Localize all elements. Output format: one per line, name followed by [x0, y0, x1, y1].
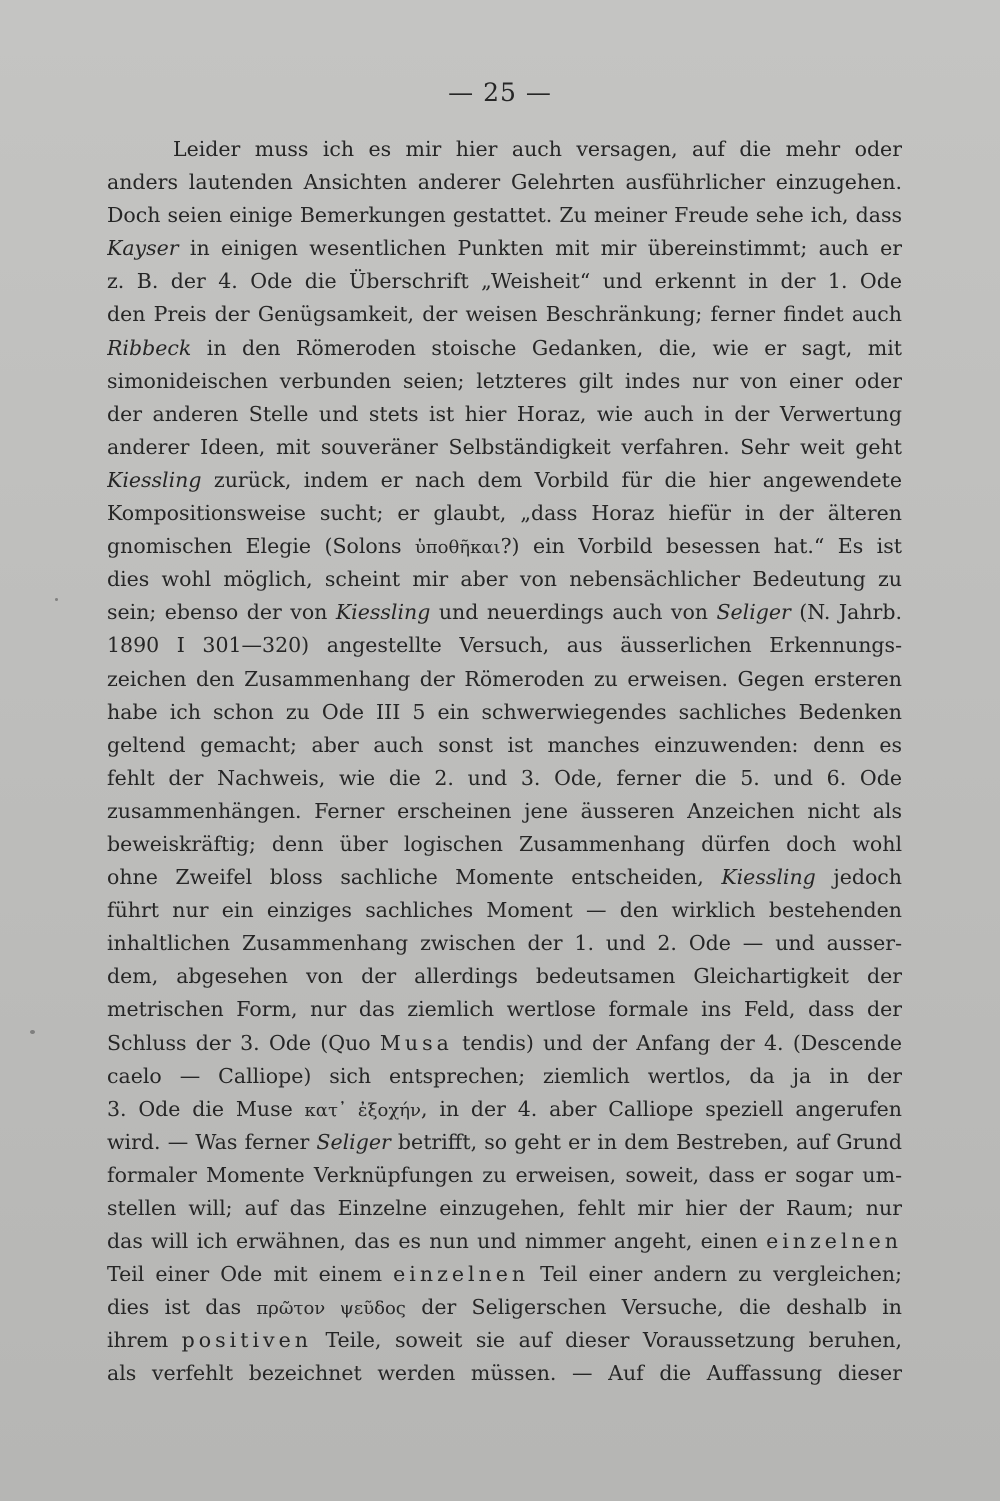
text-line [107, 696, 902, 729]
text-line [107, 332, 902, 365]
text-segment: caelo — Calliope) sich entsprechen; ziemlich wertlos, da ja in der [107, 1063, 902, 1088]
text-segment: ?) ein Vorbild besessen hat.“ Es ist [500, 534, 902, 559]
text-line [107, 232, 902, 265]
text-segment: betrifft, so geht er in dem Bestreben, auf Grund [390, 1129, 902, 1154]
author-name-italic: Kiessling [721, 865, 816, 890]
text-line [107, 530, 902, 563]
text-line [107, 1093, 902, 1126]
text-segment: fehlt der Nachweis, wie die 2. und 3. Ode, ferner die 5. und 6. Ode [107, 765, 902, 790]
text-segment: tendis) und der Anfang der 4. (Descende [452, 1030, 902, 1055]
text-segment: formaler Momente Verknüpfungen zu erweisen, soweit, dass er sogar um- [107, 1162, 902, 1187]
text-segment: anderer Ideen, mit souveräner Selbständigkeit verfahren. Sehr weit geht [107, 434, 902, 459]
text-line [107, 365, 902, 398]
text-line [107, 1225, 902, 1258]
text-segment: (N. Jahrb. [790, 600, 902, 625]
text-segment: habe ich schon zu Ode III 5 ein schwerwiegendes sachliches Bedenken [107, 699, 902, 724]
text-segment: führt nur ein einziges sachliches Moment — den wirklich bestehenden [107, 898, 902, 923]
author-name-italic: Kiessling [107, 467, 202, 492]
text-segment: als verfehlt bezeichnet werden müssen. — Auf die Auffassung dieser [107, 1361, 902, 1386]
text-segment: und neuerdings auch von [430, 600, 717, 625]
text-line [107, 1357, 902, 1390]
text-segment: , in der 4. aber Calliope speziell angerufen [420, 1096, 902, 1121]
text-segment: inhaltlichen Zusammenhang zwischen der 1. und 2. Ode — und ausser- [107, 931, 902, 956]
text-line [107, 894, 902, 927]
text-segment: simonideischen verbunden seien; letzteres gilt indes nur von einer oder [107, 368, 902, 393]
greek-phrase: κατ᾿ ἐξοχήν [304, 1099, 421, 1121]
text-segment: der Seligerschen Versuche, die deshalb in [405, 1295, 902, 1320]
text-body [107, 133, 902, 1391]
text-line [107, 166, 902, 199]
text-line [107, 133, 902, 166]
text-segment: Schluss der 3. Ode (Quo [107, 1030, 380, 1055]
text-segment: Doch seien einige Bemerkungen gestattet. Zu meiner Freude sehe ich, dass [107, 203, 902, 228]
text-segment: ohne Zweifel bloss sachliche Momente entscheiden, [107, 865, 722, 890]
text-line [107, 1324, 902, 1357]
spaced-emphasis: positiven [181, 1328, 312, 1353]
scan-speck [55, 598, 58, 601]
text-segment: beweiskräftig; denn über logischen Zusammenhang dürfen doch wohl [107, 831, 902, 856]
text-segment: in den Römeroden stoische Gedanken, die, wie er sagt, mit [191, 335, 902, 360]
author-name-italic: Seliger [316, 1129, 391, 1154]
text-segment: metrischen Form, nur das ziemlich wertlose formale ins Feld, dass der [107, 997, 902, 1022]
text-line [107, 927, 902, 960]
author-name-italic: Ribbeck [107, 335, 192, 360]
text-line [107, 298, 902, 331]
spaced-emphasis: Musa [379, 1030, 453, 1055]
text-line [107, 398, 902, 431]
author-name-italic: Seliger [716, 600, 791, 625]
text-segment: in einigen wesentlichen Punkten mit mir übereinstimmt; auch er [189, 236, 902, 261]
text-line [107, 795, 902, 828]
text-line [107, 1126, 902, 1159]
text-line [107, 497, 902, 530]
text-segment: dem, abgesehen von der allerdings bedeutsamen Gleichartigkeit der [107, 964, 902, 989]
spaced-emphasis: einzelnen [393, 1262, 530, 1287]
scan-speck [30, 1030, 35, 1034]
page-number: — 25 — [448, 78, 552, 107]
text-segment: gnomischen Elegie (Solons [107, 534, 415, 559]
text-segment: z. B. der 4. Ode die Überschrift „Weisheit“ und erkennt in der 1. Ode [107, 269, 902, 294]
greek-phrase: πρῶτον ψεῦδος [256, 1298, 406, 1320]
text-line [107, 1192, 902, 1225]
greek-phrase: ὑποθῆκαι [414, 537, 501, 559]
text-segment: wird. — Was ferner [107, 1129, 317, 1154]
author-name-italic: Kiessling [335, 600, 431, 625]
text-line [107, 265, 902, 298]
text-segment: dies wohl möglich, scheint mir aber von nebensächlicher Bedeutung zu [107, 567, 902, 592]
text-line [107, 762, 902, 795]
text-segment: Teile, soweit sie auf dieser Voraussetzung beruhen, [311, 1328, 902, 1353]
text-line [107, 199, 902, 232]
text-line [107, 464, 902, 497]
text-line [107, 861, 902, 894]
text-line [107, 1027, 902, 1060]
text-segment: zurück, indem er nach dem Vorbild für die hier angewendete [201, 467, 902, 492]
text-segment: Leider muss ich es mir hier auch versagen, auf die mehr oder [173, 137, 902, 161]
text-segment: den Preis der Genügsamkeit, der weisen Beschränkung; ferner findet auch [107, 302, 902, 327]
text-line [107, 431, 902, 464]
text-segment: 1890 I 301—320) angestellte Versuch, aus äusserlichen Erkennungs- [107, 633, 902, 658]
text-line [107, 960, 902, 993]
author-name-italic: Kayser [107, 236, 179, 261]
text-segment: anders lautenden Ansichten anderer Gelehrten ausführlicher einzugehen. [107, 170, 902, 195]
text-line [107, 663, 902, 696]
text-segment: sein; ebenso der von [107, 600, 336, 625]
text-segment: stellen will; auf das Einzelne einzugehen, fehlt mir hier der Raum; nur [107, 1196, 902, 1220]
text-segment: zeichen den Zusammenhang der Römeroden zu erweisen. Gegen ersteren [107, 666, 902, 691]
text-line [107, 993, 902, 1026]
text-segment: Kompositionsweise sucht; er glaubt, „dass Horaz hiefür in der älteren [107, 501, 902, 526]
text-segment: dies ist das [107, 1295, 257, 1320]
text-line [107, 596, 902, 629]
text-line [107, 1060, 902, 1093]
text-segment: Teil einer andern zu vergleichen; [529, 1262, 902, 1287]
text-segment: das will ich erwähnen, das es nun und nimmer angeht, einen [107, 1229, 767, 1254]
text-line [107, 1291, 902, 1324]
text-segment: 3. Ode die Muse [107, 1096, 305, 1121]
text-line [107, 1159, 902, 1192]
text-segment: zusammenhängen. Ferner erscheinen jene äusseren Anzeichen nicht als [107, 798, 902, 823]
text-segment: der anderen Stelle und stets ist hier Horaz, wie auch in der Verwertung [107, 401, 902, 426]
spaced-emphasis: einzelnen [766, 1229, 902, 1254]
text-segment: geltend gemacht; aber auch sonst ist manches einzuwenden: denn es [107, 732, 902, 757]
text-line [107, 729, 902, 762]
text-line [107, 629, 902, 662]
text-line [107, 563, 902, 596]
text-line [107, 828, 902, 861]
text-segment: ihrem [107, 1328, 182, 1353]
text-segment: Teil einer Ode mit einem [107, 1262, 394, 1287]
text-line [107, 1258, 902, 1291]
text-segment: jedoch [815, 865, 902, 890]
